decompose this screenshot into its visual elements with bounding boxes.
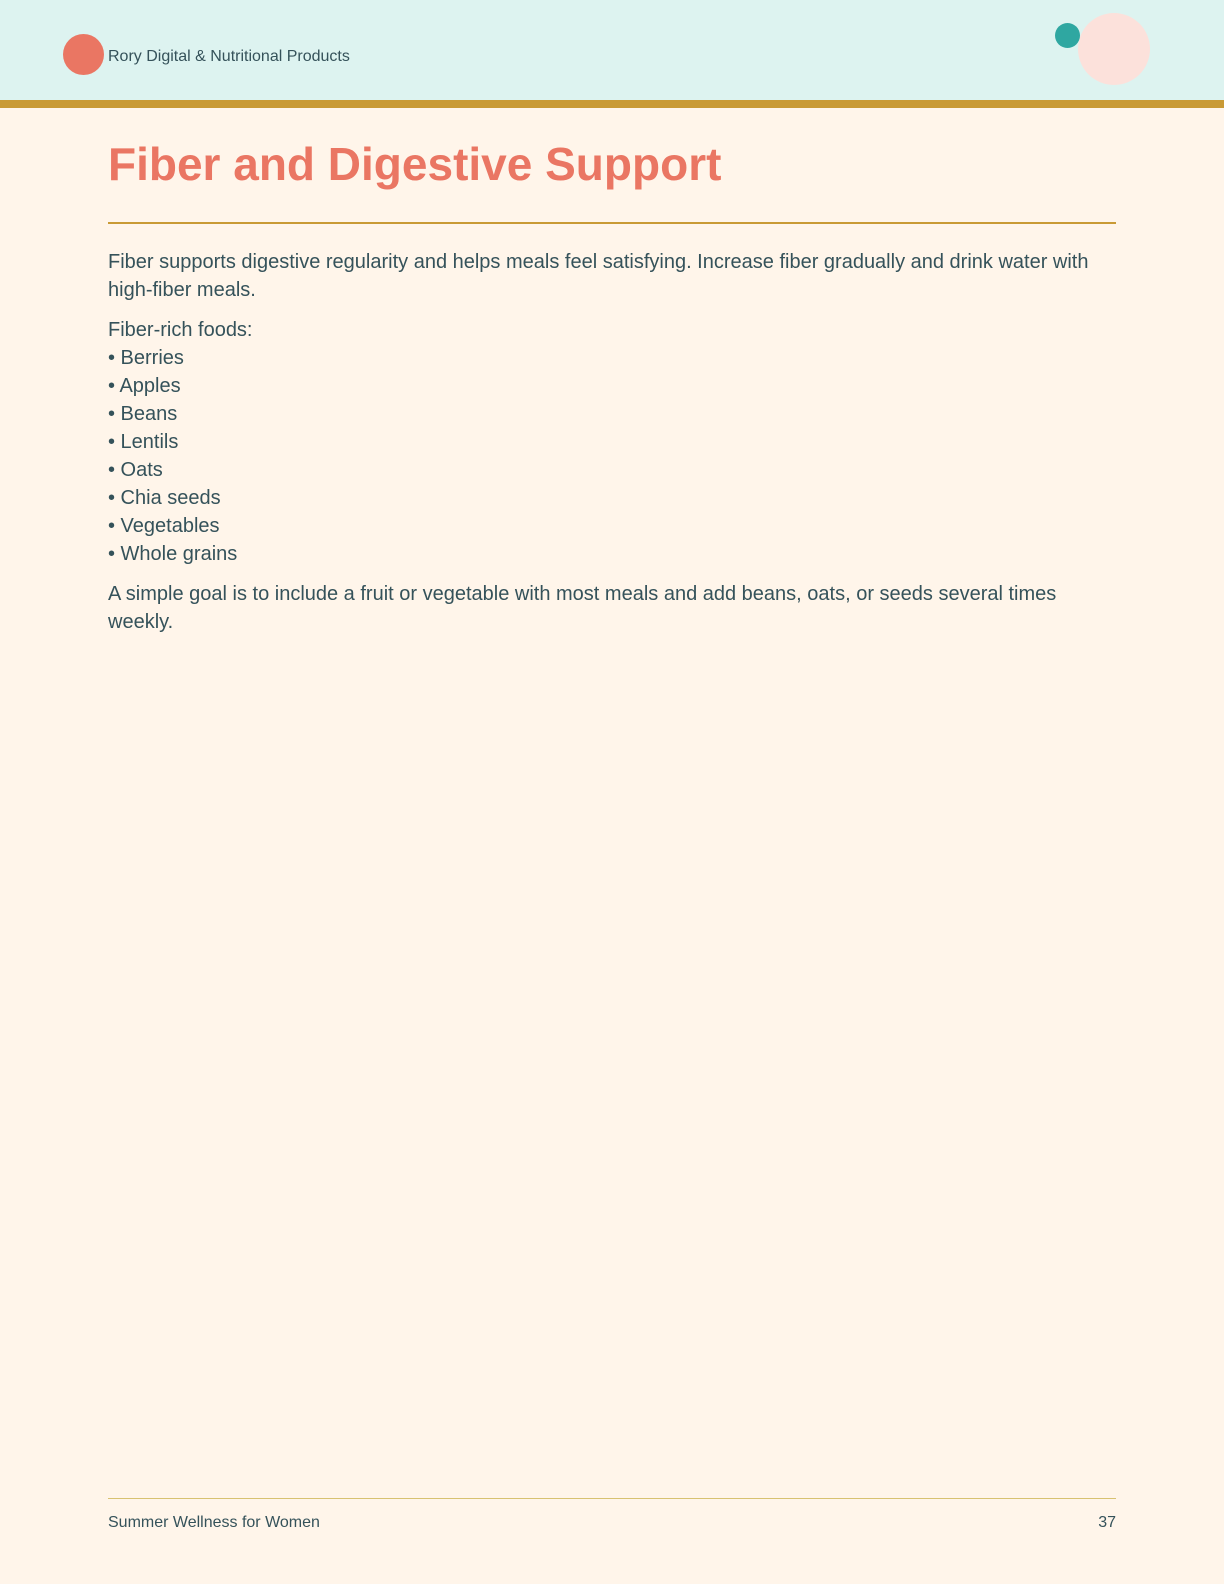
list-item: • Beans bbox=[108, 403, 178, 425]
intro-paragraph: Fiber supports digestive regularity and helps meals feel satisfying. Increase fiber gradually and drink water with high-fiber meals. bbox=[108, 251, 1089, 301]
closing-paragraph: A simple goal is to include a fruit or vegetable with most meals and add beans, oats, or seeds several times weekly. bbox=[108, 583, 1057, 633]
list-item: • Lentils bbox=[108, 431, 179, 453]
article-body bbox=[108, 248, 1116, 636]
footer-publication-title: Summer Wellness for Women bbox=[108, 1514, 320, 1531]
list-item: • Oats bbox=[108, 459, 163, 481]
title-divider bbox=[108, 222, 1116, 224]
list-item: • Chia seeds bbox=[108, 487, 221, 509]
fiber-foods-list bbox=[108, 344, 1116, 568]
header-rule bbox=[0, 100, 1224, 108]
page-title: Fiber and Digestive Support bbox=[108, 138, 722, 190]
decorative-pink-circle bbox=[1078, 13, 1150, 85]
list-item: • Apples bbox=[108, 375, 181, 397]
brand-name: Rory Digital & Nutritional Products bbox=[108, 48, 350, 65]
footer-divider bbox=[108, 1498, 1116, 1499]
list-item: • Vegetables bbox=[108, 515, 220, 537]
brand-logo-circle bbox=[63, 34, 104, 75]
page-number: 37 bbox=[1098, 1514, 1116, 1531]
list-item: • Berries bbox=[108, 347, 184, 369]
decorative-teal-circle bbox=[1055, 23, 1080, 48]
list-heading: Fiber-rich foods: bbox=[108, 319, 253, 341]
list-item: • Whole grains bbox=[108, 543, 238, 565]
